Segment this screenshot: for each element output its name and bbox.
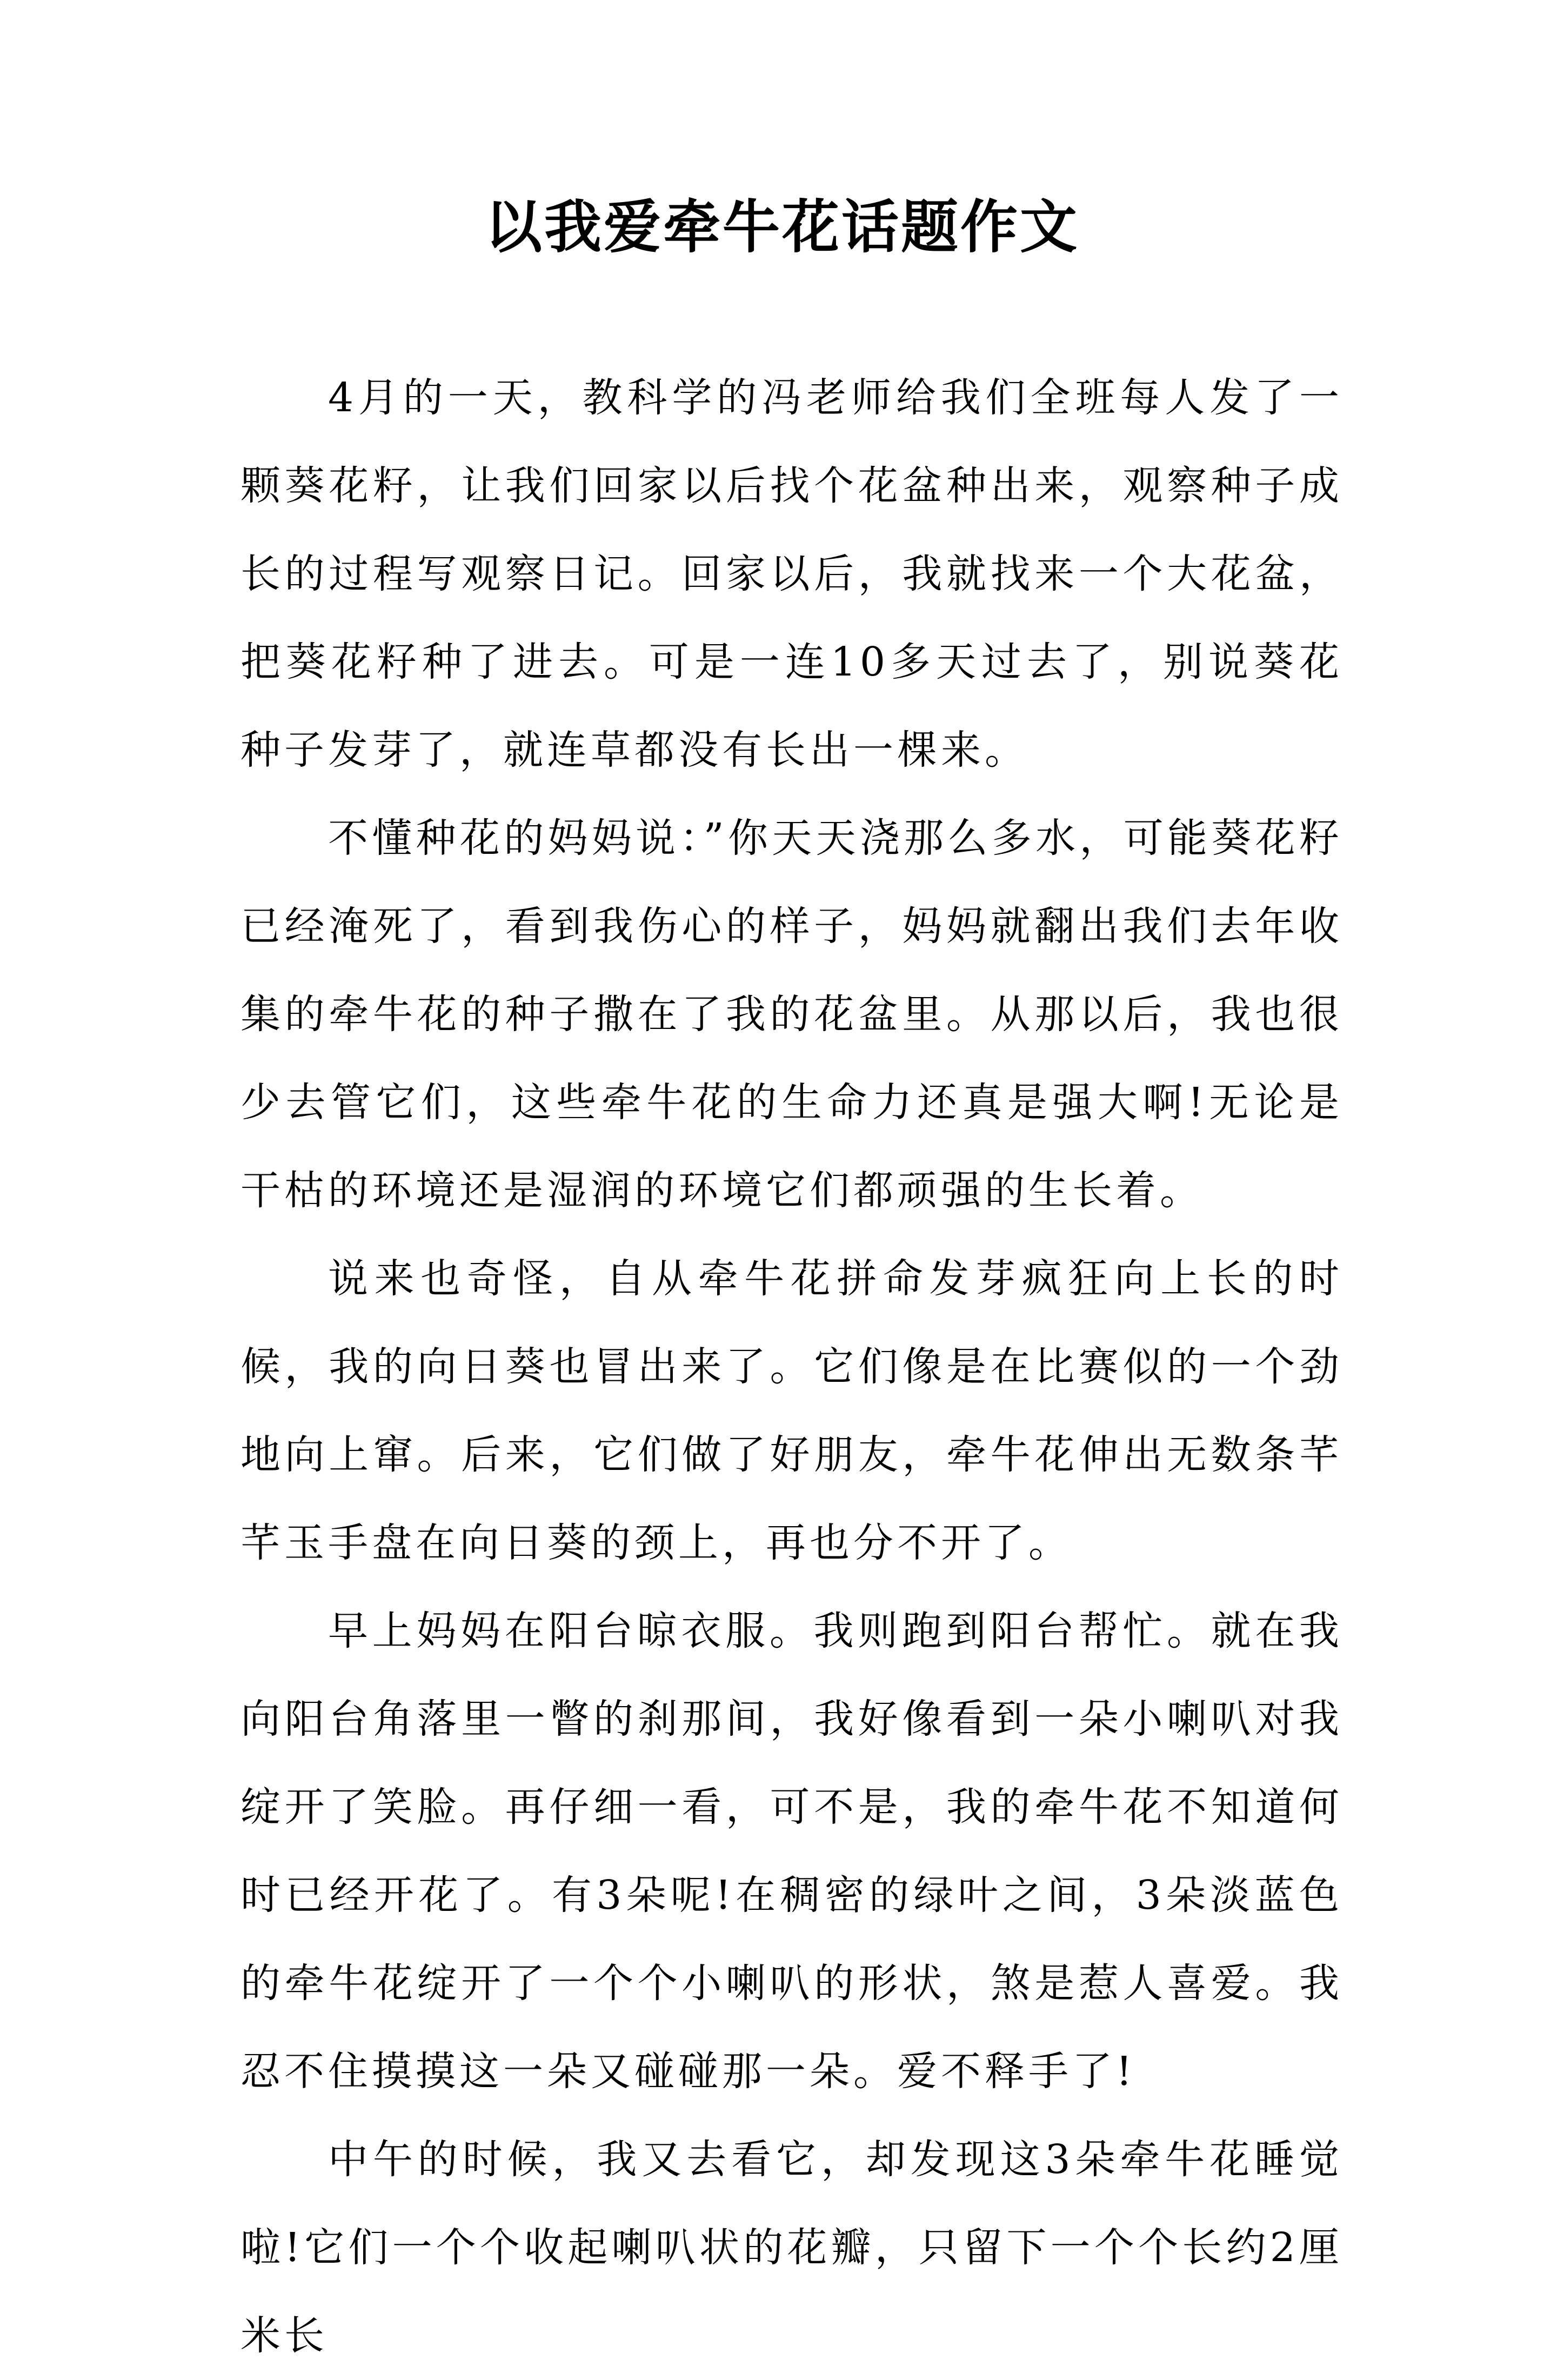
paragraph-4: 早上妈妈在阳台晾衣服。我则跑到阳台帮忙。就在我向阳台角落里一瞥的刹那间，我好像看到一朵小喇叭对我绽开了笑脸。再仔细一看，可不是，我的牵牛花不知道何时已经开花了。有3朵呢!在稠密的绿叶之间，3朵淡蓝色的牵牛花绽开了一个个小喇叭的形状，煞是惹人喜爱。我忍不住摸摸这一朵又碰碰那一朵。爱不释手了! bbox=[240, 1608, 1343, 2095]
paragraph-5: 中午的时候，我又去看它，却发现这3朵牵牛花睡觉啦!它们一个个收起喇叭状的花瓣，只留下一个个长约2厘米长 bbox=[240, 2136, 1343, 2359]
paragraph-1: 4月的一天，教科学的冯老师给我们全班每人发了一颗葵花籽，让我们回家以后找个花盆种出来，观察种子成长的过程写观察日记。回家以后，我就找来一个大花盆，把葵花籽种了进去。可是一连10多天过去了，别说葵花种子发芽了，就连草都没有长出一棵来。 bbox=[240, 375, 1343, 773]
paragraph-2: 不懂种花的妈妈说：”你天天浇那么多水，可能葵花籽已经淹死了，看到我伤心的样子，妈妈就翻出我们去年收集的牵牛花的种子撒在了我的花盆里。从那以后，我也很少去管它们，这些牵牛花的生命力还真是强大啊!无论是干枯的环境还是湿润的环境它们都顽强的生长着。 bbox=[240, 815, 1343, 1214]
document-body bbox=[240, 354, 1343, 2380]
document-title: 以我爱牵牛花话题作文 bbox=[485, 193, 1079, 260]
paragraph-3: 说来也奇怪，自从牵牛花拼命发芽疯狂向上长的时候，我的向日葵也冒出来了。它们像是在比赛似的一个劲地向上窜。后来，它们做了好朋友，牵牛花伸出无数条芊芊玉手盘在向日葵的颈上，再也分不开了。 bbox=[240, 1255, 1343, 1566]
